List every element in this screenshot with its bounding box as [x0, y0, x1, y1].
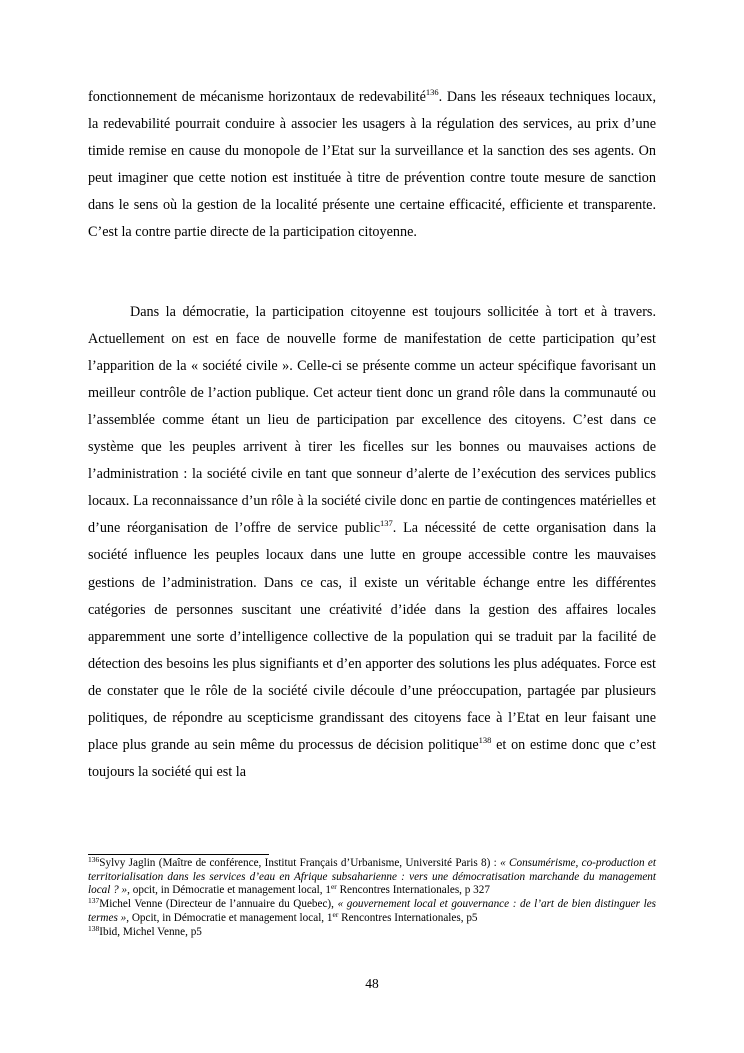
- footnote-number: 138: [88, 923, 100, 933]
- footnote-separator: [88, 854, 269, 855]
- footnote-ref-136[interactable]: 136: [425, 87, 439, 97]
- paragraph-text: . La nécessité de cette organisation dans la société influence les peuples locaux dans une lutte en groupe accessible contre les mauvaises gestions de l’administration. Dans ce cas, il existe un véritable échange entre les différentes catégories de personnes suscitant une créativité d’idée dans la gestion des affaires locales apparemment une sorte d’intelligence collective de la population qui se traduit par la facilité de détection des besoins les plus signifiants et d’en apporter des solutions les plus adéquates. Force est de constater que le rôle de la société civile découle d’une préoccupation, partagée par plusieurs politiques, de répondre au scepticisme grandissant des citoyens face à l’Etat en leur faisant une place plus grande au sein même du processus de décision politique: [88, 520, 656, 754]
- ordinal-suffix: er: [330, 882, 337, 892]
- section-spacer: [88, 247, 656, 299]
- page-content: [88, 84, 656, 786]
- page-number: 48: [365, 976, 379, 991]
- footnote-ref-138[interactable]: 138: [478, 735, 492, 746]
- footnote-author: Michel Venne (Directeur de l’annuaire du Quebec),: [99, 898, 338, 911]
- paragraph-text: . Dans les réseaux techniques locaux, la redevabilité pourrait conduire à associer les usagers à la régulation des services, au prix d’une timide remise en cause du monopole de l’Etat sur la surveillance et la sanction des ses agents. On peut imaginer que cette notion est instituée à titre de prévention contre toute mesure de sanction dans le sens où la gestion de la localité présente une certaine efficacité, efficiente et transparente. C’est la contre partie directe de la participation citoyenne.: [88, 89, 656, 241]
- footnote-text: Ibid, Michel Venne, p5: [99, 925, 202, 938]
- body-paragraph-1: [88, 84, 656, 247]
- paragraph-text: et on estime donc que c’est toujours la société qui est la: [88, 737, 656, 781]
- footnote-source: , Opcit, in Démocratie et management local, 1: [126, 911, 333, 924]
- footnote-number: 136: [88, 855, 100, 864]
- footnote-ref-137[interactable]: 137: [380, 518, 393, 529]
- ordinal-suffix: er: [332, 909, 339, 919]
- footnote-author: Sylvy Jaglin (Maître de conférence, Institut Français d’Urbanisme, Université Paris 8) :: [99, 857, 501, 869]
- footnotes: [88, 857, 656, 939]
- footnote-137: [88, 898, 656, 925]
- footnote-title: « Consumérisme, co-production et territorialisation dans les services d’eau en Afrique subsaharienne : vers une démocratisation marchande du management local ? »: [88, 857, 656, 897]
- paragraph-text: Dans la démocratie, la participation citoyenne est toujours sollicitée à tort et à travers. Actuellement on est en face de nouvelle forme de manifestation de cette participation qu’est l’apparition de la « société civile ». Celle-ci se présente comme un acteur spécifique favorisant un meilleur contrôle de l’action publique. Cet acteur tient donc un grand rôle dans la communauté ou l’assemblée comme étant un lieu de participation par excellence des citoyens. C’est dans ce système que les peuples arrivent à tirer les ficelles sur les bonnes ou mauvaises actions de l’administration : la société civile en tant que sonneur d’alerte de l’exécution des services publics locaux. La reconnaissance d’un rôle à la société civile donc en partie de contingences matérielles et d’une réorganisation de l’offre de service public: [88, 303, 656, 537]
- footnote-136: [88, 857, 656, 898]
- paragraph-text: fonctionnement de mécanisme horizontaux de redevabilité: [88, 89, 426, 105]
- footnote-138: [88, 923, 656, 940]
- footnote-source: Rencontres Internationales, p5: [338, 911, 478, 924]
- footnote-source: Rencontres Internationales, p 327: [336, 884, 490, 897]
- body-paragraph-2: [88, 299, 656, 787]
- footnote-source: , opcit, in Démocratie et management local, 1: [127, 884, 331, 897]
- footnote-title: « gouvernement local et gouvernance : de l’art de bien distinguer les termes »: [88, 898, 657, 924]
- footnote-number: 137: [88, 896, 100, 906]
